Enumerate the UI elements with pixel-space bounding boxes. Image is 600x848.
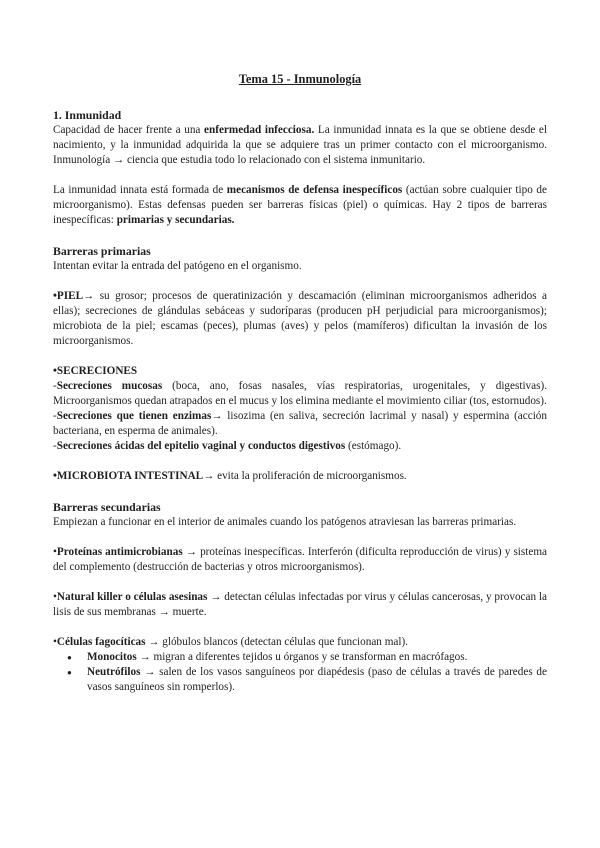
fagocitos-list (53, 650, 547, 695)
paragraph-microbiota-intestinal: •MICROBIOTA INTESTINAL→ evita la proliferación de microorganismos. (53, 470, 407, 482)
paragraph-inmunidad-innata: La inmunidad innata está formada de mecanismos de defensa inespecíficos (actúan sobre cualquier tipo de microorganismo). Estas defensas pueden ser barreras físicas (piel) o químicas. Hay 2 tipos de barreras inespecíficas: primarias y secundarias. (53, 184, 547, 226)
label-secreciones: •SECRECIONES (53, 365, 138, 377)
paragraph-piel: •PIEL→ su grosor; procesos de queratinización y descamación (eliminan microorganismos adheridos a ellas); secreciones de glándulas sebáceas y sudoríparas (producen pH perjudicial para microorganismos); microbiota de la piel; escamas (peces), plumas (aves) y pelos (mamíferos) dificultan la invasión de los microorganismos. (53, 290, 547, 347)
paragraph-barreras-secundarias-intro: Empiezan a funcionar en el interior de animales cuando los patógenos atraviesan las barreras primarias. (53, 516, 517, 528)
paragraph-natural-killer: •Natural killer o células asesinas → detectan células infectadas por virus y células cancerosas, y provocan la lisis de sus membranas → muerte. (53, 591, 547, 618)
paragraph-barreras-primarias-intro: Intentan evitar la entrada del patógeno en el organismo. (53, 260, 302, 272)
paragraph-inmunidad-definicion: Capacidad de hacer frente a una enfermedad infecciosa. La inmunidad innata es la que se obtiene desde el nacimiento, y la inmunidad adquirida la que se adquiere tras un primer contacto con el microorganismo. Inmunología → ciencia que estudia todo lo relacionado con el sistema inmunitario. (53, 124, 547, 166)
paragraph-celulas-fagociticas: •Células fagocíticas → glóbulos blancos (detectan células que funcionan mal). (53, 636, 408, 648)
list-item-monocitos: ● Monocitos → migran a diferentes tejidos u órganos y se transforman en macrófagos. (87, 650, 547, 665)
section-heading-inmunidad: 1. Inmunidad (53, 108, 122, 122)
paragraph-proteinas-antimicrobianas: •Proteínas antimicrobianas → proteínas inespecíficas. Interferón (dificulta reproducción de virus) y sistema del complemento (destrucción de bacterias y otros microorganismos). (53, 546, 548, 573)
section-heading-barreras-secundarias: Barreras secundarias (53, 500, 161, 514)
document-title: Tema 15 - Inmunología (238, 72, 362, 86)
paragraph-secreciones-acidas: -Secreciones ácidas del epitelio vaginal y conductos digestivos (estómago). (53, 440, 402, 452)
section-heading-barreras-primarias: Barreras primarias (53, 244, 151, 258)
paragraph-secreciones-enzimas: -Secreciones que tienen enzimas→ lisozima (en saliva, secreción lacrimal y nasal) y espermina (acción bacteriana, en esperma de animales). (53, 410, 547, 437)
list-item-neutrofilos: ● Neutrófilos → salen de los vasos sanguíneos por diapédesis (paso de células a través de paredes de vasos sanguíneos sin romperlos). (87, 665, 547, 695)
paragraph-secreciones-mucosas: -Secreciones mucosas (boca, ano, fosas nasales, vías respiratorias, urogenitales, y digestivas). Microorganismos quedan atrapados en el mucus y los elimina mediante el movimiento ciliar (tos, estornudos). (53, 380, 547, 407)
